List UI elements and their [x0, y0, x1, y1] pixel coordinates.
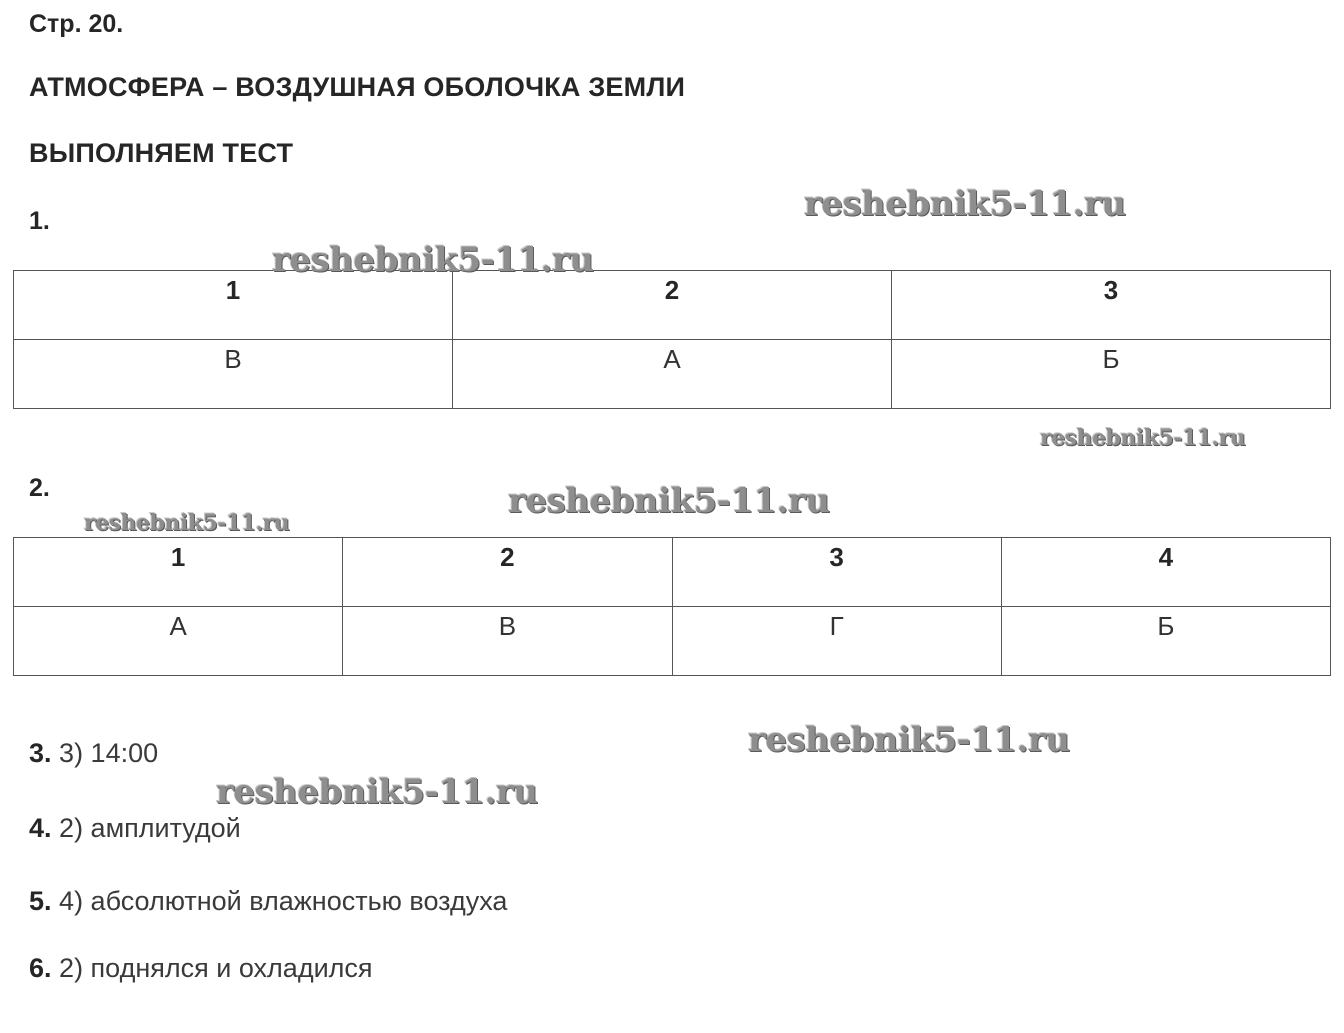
table-header-cell: 1 [14, 271, 453, 340]
answer-3 [29, 738, 158, 769]
table-answer-row [14, 607, 1331, 676]
section-heading: ВЫПОЛНЯЕМ ТЕСТ [29, 138, 294, 168]
table-header-cell: 4 [1001, 538, 1330, 607]
answer-text: 4) абсолютной влажностью воздуха [59, 886, 508, 916]
answer-5 [29, 886, 507, 917]
table-header-cell: 2 [343, 538, 672, 607]
table-header-row [14, 538, 1331, 607]
answer-number: 3. [29, 738, 52, 768]
answer-number: 5. [29, 886, 52, 916]
table-header-cell: 2 [453, 271, 892, 340]
table-answer-cell: А [453, 340, 892, 409]
table-answer-cell: Г [672, 607, 1001, 676]
task-1-answer-table [13, 270, 1331, 409]
watermark: reshebnik5-11.ru [804, 184, 1126, 224]
task-2-answer-table [13, 537, 1331, 676]
table-answer-cell: В [14, 340, 453, 409]
table-answer-cell: В [343, 607, 672, 676]
answer-6 [29, 953, 373, 984]
table-answer-cell: Б [892, 340, 1331, 409]
answer-number: 6. [29, 953, 52, 983]
table-header-cell: 3 [892, 271, 1331, 340]
task-1-number: 1. [29, 207, 50, 235]
watermark: reshebnik5-11.ru [508, 481, 830, 521]
table-answer-cell: А [14, 607, 343, 676]
page-number: Стр. 20. [29, 10, 124, 38]
table-header-cell: 1 [14, 538, 343, 607]
table-header-cell: 3 [672, 538, 1001, 607]
watermark: reshebnik5-11.ru [84, 510, 290, 536]
answer-number: 4. [29, 813, 52, 843]
answer-text: 2) амплитудой [59, 813, 241, 843]
table-answer-row [14, 340, 1331, 409]
answer-text: 3) 14:00 [59, 738, 159, 768]
watermark: reshebnik5-11.ru [748, 720, 1070, 760]
table-header-row [14, 271, 1331, 340]
answer-4 [29, 813, 241, 844]
task-2-number: 2. [29, 474, 50, 502]
watermark: reshebnik5-11.ru [1040, 425, 1246, 451]
table-answer-cell: Б [1001, 607, 1330, 676]
watermark: reshebnik5-11.ru [216, 772, 538, 812]
chapter-heading: АТМОСФЕРА – ВОЗДУШНАЯ ОБОЛОЧКА ЗЕМЛИ [29, 72, 686, 102]
answer-text: 2) поднялся и охладился [59, 953, 373, 983]
watermark: reshebnik5-11.ru [272, 240, 594, 280]
